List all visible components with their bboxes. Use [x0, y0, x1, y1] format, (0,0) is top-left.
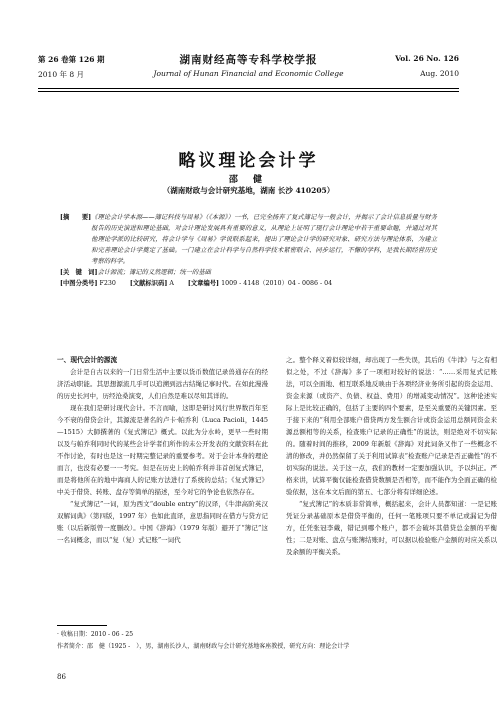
volume-issue-cn: 第 26 卷第 126 期 — [38, 55, 105, 64]
article-title: 略议理论会计学 — [178, 151, 319, 171]
doc-code-field — [130, 278, 174, 289]
clc-field — [60, 278, 116, 289]
body-paragraph: 会计是自古以来的一门日常生活中主要以货币数值记录兽通存在的经济活动职能。其思想源流几乎可以追溯到远古结绳记事时代。在如此漫漫的历史长河中，历经沧桑演变，人们自然是难以尽知其详的。 — [57, 368, 268, 400]
body-paragraph: “复式簿记”一词，原为西文“double entry”的汉译，《牛津高阶英汉双解词典》（第四版，1997 年）也如此直译，意思指同时在借方与贷方记账（以后新版曾一度删改）。中国《辞海》（1979 年版）避开了“簿记”这一名词概念，而以“复（复）式记账”一词代 — [57, 500, 268, 544]
footnote-author-bio: 作者简介：邵 健（1925 - ），男，湖南长沙人，湖南财政与会计研究基地客座教授，研究方向：理论会计学 — [57, 643, 350, 650]
header-rule-thin — [38, 91, 459, 92]
keywords-label: [关 键 词] — [60, 269, 98, 276]
abstract-row — [60, 212, 437, 267]
footnote-rule — [57, 625, 107, 626]
body-paragraph: “复式簿记”的本质非常简单，概括起来，会计人员都知道：一是记账凭证分录基础原本是借贷平衡的，任何一笔账项只要不单记或漏记为借方，任凭张冠李戴，错记到哪个账户，都不会破坏其借贷总金额的平衡性；二是对账、盘点与账簿结账时，可以据以检验账户金额的对应关系以及余额的平衡关系。 — [286, 500, 497, 556]
footnote-received: · 收稿日期：2010 - 06 - 25 — [57, 631, 134, 638]
article-id-value: 1009 - 4148（2010）04 - 0086 - 04 — [221, 280, 333, 287]
clc-label: [中图分类号] — [60, 280, 98, 287]
body-paragraph: 之。整个释义着似较详细，却出现了一些失误，其后的《牛津》与之有相似之处，不过《辞海》多了一项相对较好的说法：“……采用复式记账法，可以全面地、相互联系地反映由于各项经济业务所引起的资金运用、资金来源（或资产、负债、权益、费用）的增减变动情况”。这种论述实际上是比较正确的，包括了主要的四个要素，是至关重要的关键因素。至于接下来的“利用全部账户借贷两方发生额合计或资金运用总额同资金来源总额相等的关系，检查账户记录的正确性”的说法，则是绝对不切实际的。随着时间的推移，2009 年新版《辞海》对此词条又作了一些概念不清的修改，并仍然保留了关于利用试算表“检查账户记录是否正确性”的不切实际的说法。关于这一点，我们的教材一定要加强认识，予以纠正。严格来讲，试算平衡仅能检查借贷数额是否相等，而不能作为全面正确的检验依据，这在本文后面的第五、七部分将有详细论述。 — [286, 356, 497, 496]
doc-code-label: [文献标识码] — [129, 280, 168, 287]
journal-name-cn: 湖南财经高等专科学校学报 — [179, 54, 318, 66]
keywords-text: 会计源流；簿记的义然逻辑；统一的基础 — [97, 269, 211, 276]
abstract-block — [60, 212, 437, 289]
keywords-row — [60, 267, 437, 278]
date-en: Aug. 2010 — [420, 69, 459, 78]
article-author: 邵 健 — [228, 175, 269, 185]
abstract-label: [摘 要] — [60, 214, 92, 221]
author-affiliation: （湖南财政与会计研究基地，湖南 长沙 410205） — [162, 186, 335, 195]
page-number: 86 — [57, 673, 66, 681]
article-id-label: [文章编号] — [187, 280, 220, 287]
article-id-field — [188, 278, 332, 289]
body-column-left — [57, 354, 268, 546]
section-heading: 一、现代会计的源流 — [57, 356, 118, 364]
classification-row — [60, 278, 437, 289]
running-header — [38, 52, 459, 86]
clc-value: F230 — [99, 280, 116, 287]
header-rule-thick — [38, 88, 459, 89]
volume-issue-en: Vol. 26 No. 126 — [395, 54, 459, 63]
body-column-right — [286, 354, 497, 558]
doc-code-value: A — [169, 280, 174, 287]
body-paragraph: 现在我们是研讨现代会计。不言而喻，这即是研讨风行世界数百年至今不衰的借贷会计，其源流是著名的卢卡·帕乔利（Luca Pacioli，1445—1515）大師撰著的《复式簿记》概式。以此为分水岭，更早一些时期以及与帕乔利同时代的某些会计学者们所作的未公开发表的文献资料在此不作讨论，有时也是这一时期完整记录的重要参考。对于会计本身的理论而言，也没有必要一一考究。但是在历史上的帕乔利并非首创复式簿记，而是将他所在的地中海商人的记账方法进行了系统的总结；《复式簿记》中关于借贷、转账、盘存等简单的描述，至今对它的争论也依然存在。 — [57, 404, 268, 496]
date-cn: 2010 年 8 月 — [38, 70, 85, 79]
abstract-text: 《理论会计学本源——簿记科技与周易》（《本源》）一书，已完全扬弃了复式簿记与一般会计，并揭示了会计信息质量与财务报告的历史演进和理论基础，对会计理论发展具有重要的意义，从理论上证明了现行会计理论中若干重要命题，并通过对其他理论学派的比较研究，将会计学与《周易》学说联系起来，提出了理论会计学的研究对象、研究方法与理论体系，为建立和完善理论会计学奠定了基础。一门建立在会计科学与自然科学技术紧密联合、同步运行，不懈的学科，是我长期经营历史考察的科学。 — [91, 214, 437, 265]
journal-name-en: Journal of Hunan Financial and Economic College — [153, 69, 344, 78]
